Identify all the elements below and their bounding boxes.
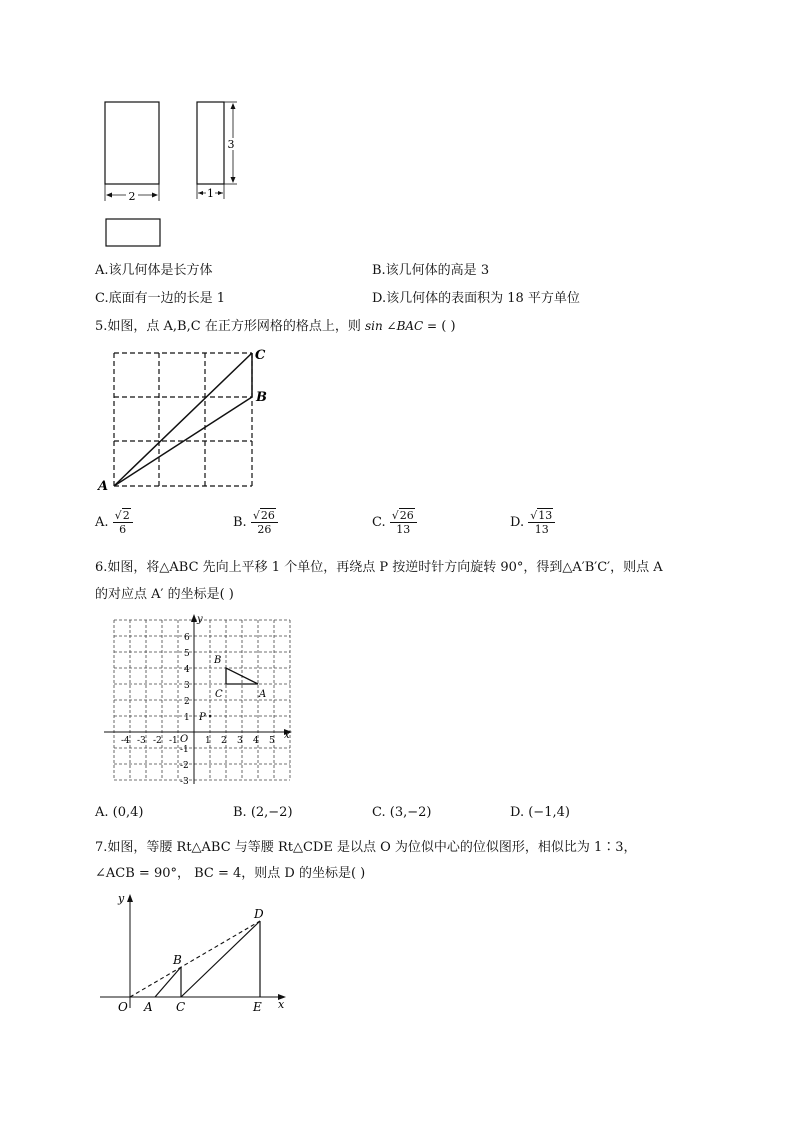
segment-ac [114, 353, 252, 486]
segment-cd [181, 921, 260, 997]
point-e-label: E [253, 1000, 262, 1014]
q5-grid-figure [92, 343, 282, 493]
q5-stem-tail: ( ) [441, 319, 456, 334]
x-tick-label: -3 [137, 736, 146, 746]
point-a-label: A [259, 689, 267, 700]
point-c-label: C [255, 348, 266, 363]
q5-option-b[interactable]: B. $\frac{√26}{26}$ [233, 509, 278, 536]
q5-option-c[interactable]: C. $\frac{√26}{13}$ [372, 509, 417, 536]
point-a-label: A [98, 479, 109, 493]
point-c-label: C [176, 1000, 186, 1014]
q4-option-a[interactable]: A.该几何体是长方体 [95, 263, 213, 278]
x-axis-label: x [278, 998, 285, 1011]
front-view-rect [105, 102, 159, 184]
y-tick-label: 3 [184, 681, 190, 691]
point-c-label: C [215, 689, 223, 700]
y-axis-label: y [197, 614, 203, 625]
x-tick-label: -1 [169, 736, 178, 746]
q5-option-d[interactable]: D. $\frac{√13}{13}$ [510, 509, 555, 536]
q7-stem-line2: ∠ACB = 90°， BC = 4，则点 D 的坐标是( ) [95, 866, 366, 881]
x-tick-label: 2 [221, 736, 227, 746]
y-tick-label: -3 [180, 777, 189, 787]
dim-width-label: 2 [128, 190, 136, 203]
q6-option-c[interactable]: C. (3,−2) [372, 805, 432, 820]
x-tick-label: -2 [153, 736, 162, 746]
q6-coordinate-grid [100, 612, 300, 792]
y-tick-label: 2 [184, 697, 190, 707]
three-view-figure [95, 95, 255, 255]
y-tick-label: 4 [184, 665, 190, 675]
y-tick-label: 6 [184, 633, 190, 643]
dim-depth-label: 1 [207, 187, 214, 200]
q6-stem-line1: 6.如图，将△ABC 先向上平移 1 个单位，再绕点 P 按逆时针方向旋转 90°，得到△A′B′C′，则点 A [95, 560, 663, 575]
point-p [209, 715, 211, 717]
q4-option-d[interactable]: D.该几何体的表面积为 18 平方单位 [372, 291, 580, 306]
q5-stem-expr: sin ∠BAC = [364, 319, 438, 333]
q4-option-b[interactable]: B.该几何体的高是 3 [372, 263, 490, 278]
y-tick-label: -2 [180, 761, 189, 771]
q5-stem-text: 5.如图，点 A,B,C 在正方形网格的格点上，则 [95, 319, 361, 334]
q5-stem [95, 315, 456, 334]
x-tick-label: 3 [237, 736, 243, 746]
point-b-label: B [256, 390, 267, 405]
point-p-label: P [199, 712, 206, 723]
point-a-label: A [144, 1000, 153, 1014]
dashed-line-od [130, 921, 260, 997]
q5-option-a[interactable]: A. $\frac{√2}{6}$ [95, 509, 133, 536]
y-tick-label: 5 [184, 649, 190, 659]
x-tick-label: 1 [205, 736, 211, 746]
origin-label: O [180, 734, 189, 745]
q6-stem-line2: 的对应点 A′ 的坐标是( ) [95, 587, 234, 602]
x-tick-label: 4 [253, 736, 259, 746]
dim-height-label: 3 [227, 138, 235, 151]
side-view-rect [197, 102, 224, 184]
point-b-label: B [214, 655, 222, 666]
top-view-rect [106, 219, 160, 246]
q4-option-c[interactable]: C.底面有一边的长是 1 [95, 291, 226, 306]
q6-option-b[interactable]: B. (2,−2) [233, 805, 293, 820]
x-axis-label: x [284, 730, 290, 741]
q7-stem-line1: 7.如图，等腰 Rt△ABC 与等腰 Rt△CDE 是以点 O 为位似中心的位似图形，相似比为 1∶3， [95, 840, 637, 855]
q6-option-d[interactable]: D. (−1,4) [510, 805, 570, 820]
segment-ab [155, 967, 181, 997]
x-tick-label: -4 [121, 736, 130, 746]
point-d-label: D [254, 907, 264, 921]
q7-figure [100, 890, 300, 1020]
y-tick-label: 1 [184, 713, 190, 723]
x-tick-label: 5 [269, 736, 275, 746]
point-b-label: B [173, 953, 182, 967]
y-axis-label: y [118, 892, 125, 905]
y-tick-label: -1 [180, 745, 189, 755]
q6-option-a[interactable]: A. (0,4) [95, 805, 144, 820]
point-o-label: O [118, 1000, 128, 1014]
